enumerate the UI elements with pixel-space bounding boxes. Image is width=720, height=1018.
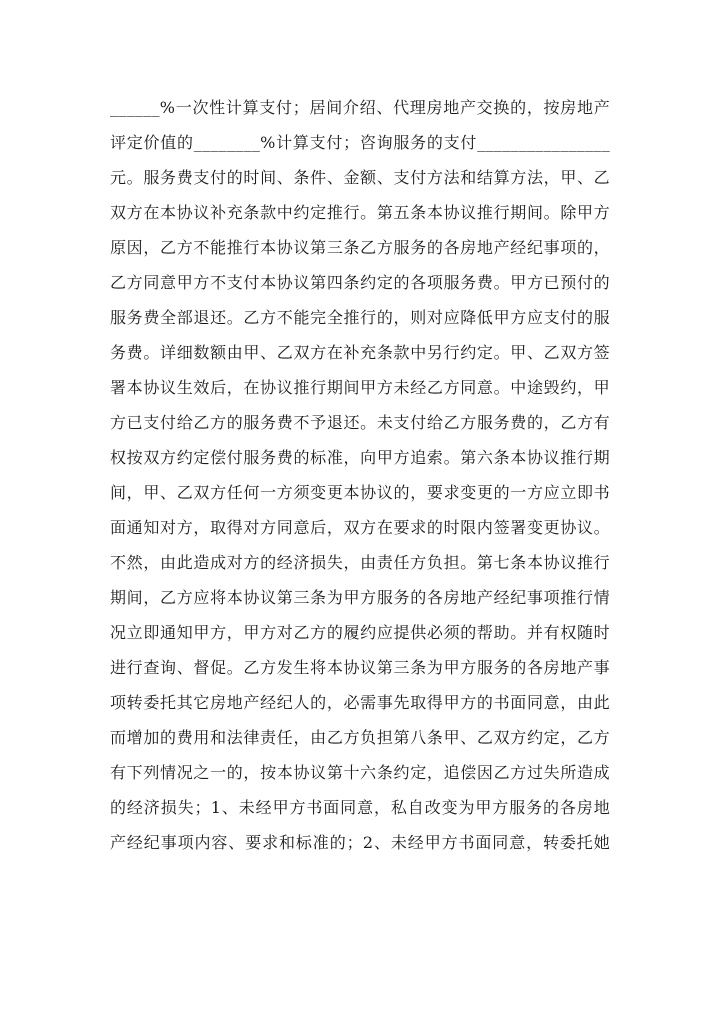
text-line: 元。服务费支付的时间、条件、金额、支付方法和结算方法，甲、乙 [110, 168, 610, 187]
text-line: 署本协议生效后，在协议推行期间甲方未经乙方同意。中途毁约，甲 [110, 378, 610, 397]
text-line: 期间，乙方应将本协议第三条为甲方服务的各房地产经纪事项推行情 [110, 588, 610, 607]
text-line: 权按双方约定偿付服务费的标准，向甲方追索。第六条本协议推行期 [110, 448, 610, 467]
text-line: 服务费全部退还。乙方不能完全推行的，则对应降低甲方应支付的服 [110, 308, 610, 327]
text-line: 而增加的费用和法律责任，由乙方负担第八条甲、乙双方约定，乙方 [110, 728, 610, 747]
text-line: 产经纪事项内容、要求和标准的；2、未经甲方书面同意，转委托她 [110, 833, 610, 852]
text-line: 乙方同意甲方不支付本协议第四条约定的各项服务费。甲方已预付的 [110, 273, 610, 292]
text-line: 面通知对方，取得对方同意后，双方在要求的时限内签署变更协议。 [110, 518, 610, 537]
contract-text-block [110, 90, 610, 860]
text-line: ______%一次性计算支付；居间介绍、代理房地产交换的，按房地产 [110, 98, 610, 117]
text-line: 间，甲、乙双方任何一方须变更本协议的，要求变更的一方应立即书 [110, 483, 610, 502]
text-line: 评定价值的________%计算支付；咨询服务的支付________________ [110, 133, 610, 152]
text-line: 双方在本协议补充条款中约定推行。第五条本协议推行期间。除甲方 [110, 203, 610, 222]
text-line: 的经济损失；1、未经甲方书面同意，私自改变为甲方服务的各房地 [110, 798, 610, 817]
text-line: 不然，由此造成对方的经济损失，由责任方负担。第七条本协议推行 [110, 553, 610, 572]
text-line: 方已支付给乙方的服务费不予退还。未支付给乙方服务费的，乙方有 [110, 413, 610, 432]
text-line: 原因，乙方不能推行本协议第三条乙方服务的各房地产经纪事项的， [110, 238, 610, 257]
text-line: 况立即通知甲方，甲方对乙方的履约应提供必须的帮助。并有权随时 [110, 623, 610, 642]
text-line: 有下列情况之一的，按本协议第十六条约定，追偿因乙方过失所造成 [110, 763, 610, 782]
text-line: 务费。详细数额由甲、乙双方在补充条款中另行约定。甲、乙双方签 [110, 343, 610, 362]
text-line: 项转委托其它房地产经纪人的，必需事先取得甲方的书面同意，由此 [110, 693, 610, 712]
text-line: 进行查询、督促。乙方发生将本协议第三条为甲方服务的各房地产事 [110, 658, 610, 677]
